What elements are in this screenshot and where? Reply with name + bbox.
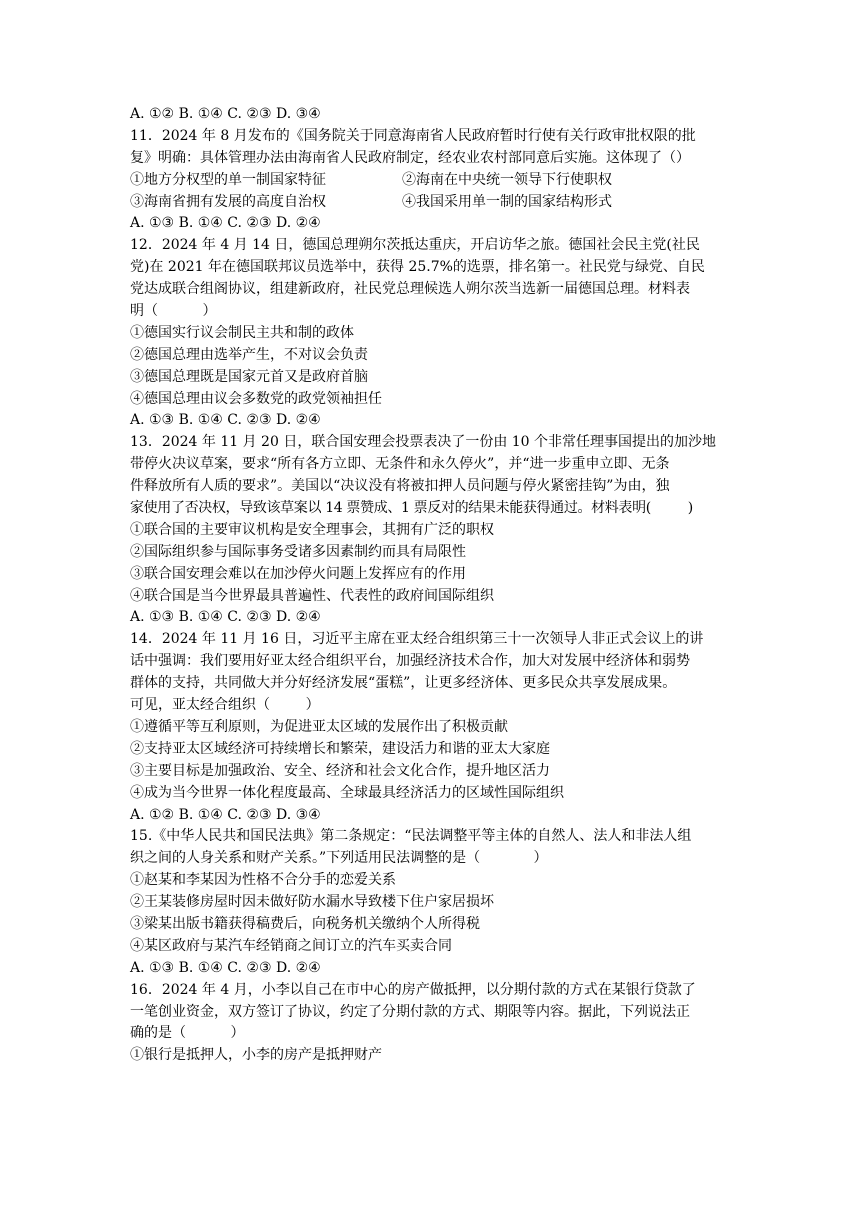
choice-item-4: ④某区政府与某汽车经销商之间订立的汽车买卖合同: [130, 937, 452, 954]
question-stem-line: 11．2024 年 8 月发布的《国务院关于同意海南省人民政府暂时行使有关行政审批权限的批: [130, 127, 696, 144]
question-stem-line: 群体的支持，共同做大并分好经济发展“蛋糕”，让更多经济体、更多民众共享发展成果。: [130, 675, 677, 692]
choice-item-1: ①银行是抵押人，小李的房产是抵押财产: [130, 1047, 382, 1064]
question-13: [130, 432, 742, 629]
question-stem-line: 可见，亚太经合组织（ ）: [130, 697, 320, 714]
question-stem-line: 复》明确：具体管理办法由海南省人民政府制定，经农业农村部同意后实施。这体现了（）: [130, 149, 690, 166]
choice-item-4: ④德国总理由议会多数党的政党领袖担任: [130, 390, 382, 407]
answer-options: A. ①③ B. ①④ C. ②③ D. ②④: [130, 215, 321, 232]
question-14: [130, 629, 742, 826]
choice-item-2: ②海南在中央统一领导下行使职权: [402, 171, 612, 188]
choice-item-2: ②德国总理由选举产生，不对议会负责: [130, 346, 368, 363]
choice-item-3: ③主要目标是加强政治、安全、经济和社会文化合作，提升地区活力: [130, 762, 550, 779]
choice-item-1: ①赵某和李某因为性格不合分手的恋爱关系: [130, 872, 396, 889]
question-stem-line: 党达成联合组阁协议，组建新政府，社民党总理候选人朔尔茨当选新一届德国总理。材料表: [130, 281, 690, 298]
question-stem-line: 党)在 2021 年在德国联邦议员选举中，获得 25.7%的选票，排名第一。社民党与绿党、自民: [130, 259, 705, 276]
question-stem-line: 13．2024 年 11 月 20 日，联合国安理会投票表决了一份由 10 个非常任理事国提出的加沙地: [130, 434, 717, 451]
question-stem-line: 12．2024 年 4 月 14 日，德国总理朔尔茨抵达重庆，开启访华之旅。德国社会民主党(社民: [130, 237, 700, 254]
choice-item-2: ②支持亚太区域经济可持续增长和繁荣，建设活力和谐的亚太大家庭: [130, 740, 550, 757]
question-stem-line: 话中强调：我们要用好亚太经合组织平台，加强经济技术合作，加大对发展中经济体和弱势: [130, 653, 690, 670]
question-16: [130, 980, 742, 1068]
question-11: [130, 126, 742, 235]
choice-item-4: ④成为当今世界一体化程度最高、全球最具经济活力的区域性国际组织: [130, 784, 564, 801]
choice-item-3: ③联合国安理会难以在加沙停火问题上发挥应有的作用: [130, 565, 466, 582]
answer-options: A. ①③ B. ①④ C. ②③ D. ②④: [130, 959, 321, 976]
question-stem-line: 带停火决议草案，要求“所有各方立即、无条件和永久停火”，并“进一步重申立即、无条: [130, 456, 670, 473]
choice-item-3: ③梁某出版书籍获得稿费后，向税务机关缴纳个人所得税: [130, 915, 480, 932]
answer-options-q10: A. ①② B. ①④ C. ②③ D. ③④: [130, 106, 321, 122]
choice-item-2: ②国际组织参与国际事务受诸多因素制约而具有局限性: [130, 543, 466, 560]
choice-item-3: ③海南省拥有发展的高度自治权: [130, 193, 326, 210]
exam-content: [130, 104, 742, 1067]
question-12: [130, 235, 742, 432]
choice-row: [130, 192, 742, 214]
question-stem-line: 明（ ）: [130, 303, 217, 320]
choice-item-1: ①联合国的主要审议机构是安全理事会，其拥有广泛的职权: [130, 521, 494, 538]
answer-options: A. ①③ B. ①④ C. ②③ D. ②④: [130, 609, 321, 626]
question-stem-line: 织之间的人身关系和财产关系。”下列适用民法调整的是（ ）: [130, 850, 548, 867]
choice-item-2: ②王某装修房屋时因未做好防水漏水导致楼下住户家居损坏: [130, 894, 494, 911]
choice-row: [130, 170, 742, 192]
question-15: [130, 826, 742, 979]
choice-item-3: ③德国总理既是国家元首又是政府首脑: [130, 368, 368, 385]
choice-item-1: ①德国实行议会制民主共和制的政体: [130, 324, 354, 341]
choice-item-4: ④我国采用单一制的国家结构形式: [402, 193, 612, 210]
question-stem-line: 15.《中华人民共和国民法典》第二条规定：“民法调整平等主体的自然人、法人和非法人组: [130, 828, 692, 845]
question-stem-line: 一笔创业资金，双方签订了协议，约定了分期付款的方式、期限等内容。据此，下列说法正: [130, 1003, 690, 1020]
question-stem-line: 确的是（ ）: [130, 1025, 245, 1042]
choice-item-4: ④联合国是当今世界最具普遍性、代表性的政府间国际组织: [130, 587, 494, 604]
choice-item-1: ①地方分权型的单一制国家特征: [130, 171, 326, 188]
question-stem-line: 16．2024 年 4 月，小李以自己在市中心的房产做抵押，以分期付款的方式在某银行贷款了: [130, 981, 696, 998]
question-stem-line: 件释放所有人质的要求”。美国以“决议没有将被扣押人员问题与停火紧密挂钩”为由，独: [130, 478, 670, 495]
answer-options: A. ①② B. ①④ C. ②③ D. ③④: [130, 806, 321, 823]
choice-item-1: ①遵循平等互利原则，为促进亚太区域的发展作出了积极贡献: [130, 718, 508, 735]
question-stem-line: 家使用了否决权，导致该草案以 14 票赞成、1 票反对的结果未能获得通过。材料表明( ): [130, 500, 693, 517]
answer-options: A. ①③ B. ①④ C. ②③ D. ②④: [130, 412, 321, 429]
question-stem-line: 14．2024 年 11 月 16 日，习近平主席在亚太经合组织第三十一次领导人非正式会议上的讲: [130, 631, 704, 648]
